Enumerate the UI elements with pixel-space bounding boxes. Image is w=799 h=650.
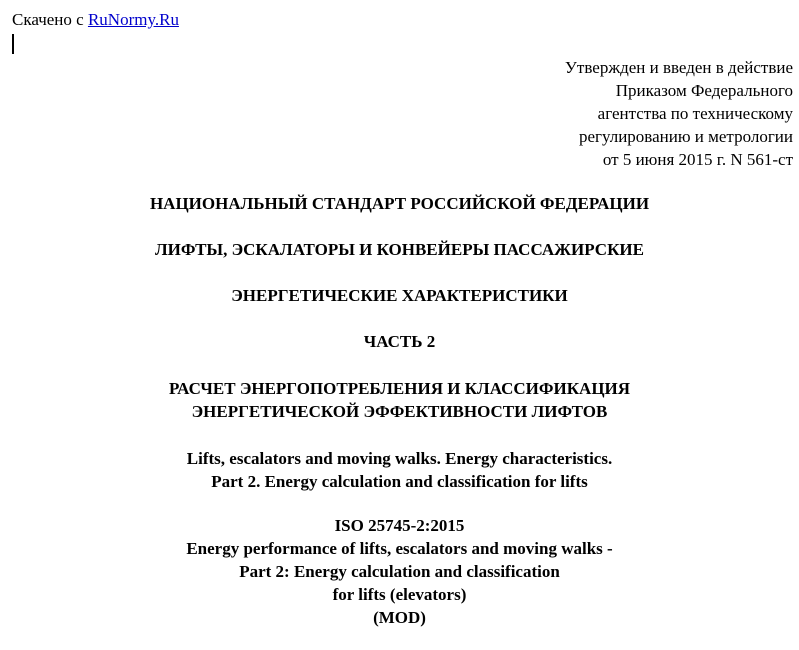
standard-part-title	[0, 377, 799, 423]
standard-title-sub	[0, 285, 799, 307]
part-title-line-1: РАСЧЕТ ЭНЕРГОПОТРЕБЛЕНИЯ И КЛАССИФИКАЦИЯ	[168, 379, 631, 398]
iso-reference	[0, 514, 799, 629]
approval-block	[565, 56, 793, 171]
english-title	[0, 447, 799, 493]
standard-title-main-text: ЛИФТЫ, ЭСКАЛАТОРЫ И КОНВЕЙЕРЫ ПАССАЖИРСКИЕ	[155, 240, 644, 259]
standard-title-main	[0, 239, 799, 261]
iso-title-line-2: Part 2: Energy calculation and classification	[239, 562, 560, 581]
runormy-link[interactable]: RuNormy.Ru	[87, 10, 179, 29]
download-source-line	[12, 9, 179, 31]
approval-line-4: регулированию и метрологии	[578, 127, 793, 146]
text-cursor	[12, 34, 14, 54]
standard-part-text: ЧАСТЬ 2	[363, 332, 436, 351]
english-title-line-2: Part 2. Energy calculation and classification for lifts	[211, 472, 588, 491]
iso-code: ISO 25745-2:2015	[334, 516, 465, 535]
download-prefix-text: Скачено с	[12, 10, 88, 29]
iso-modifier: (MOD)	[373, 608, 426, 627]
standard-category	[0, 193, 799, 215]
english-title-line-1: Lifts, escalators and moving walks. Energy characteristics.	[186, 449, 613, 468]
iso-title-line-1: Energy performance of lifts, escalators and moving walks -	[186, 539, 613, 558]
iso-title-line-3: for lifts (elevators)	[332, 585, 467, 604]
approval-line-5: от 5 июня 2015 г. N 561-ст	[602, 150, 793, 169]
standard-category-text: НАЦИОНАЛЬНЫЙ СТАНДАРТ РОССИЙСКОЙ ФЕДЕРАЦИИ	[149, 194, 650, 213]
standard-part	[0, 331, 799, 353]
approval-line-2: Приказом Федерального	[615, 81, 793, 100]
part-title-line-2: ЭНЕРГЕТИЧЕСКОЙ ЭФФЕКТИВНОСТИ ЛИФТОВ	[191, 402, 608, 421]
approval-line-1: Утвержден и введен в действие	[564, 58, 793, 77]
standard-title-sub-text: ЭНЕРГЕТИЧЕСКИЕ ХАРАКТЕРИСТИКИ	[231, 286, 568, 305]
approval-line-3: агентства по техническому	[597, 104, 793, 123]
